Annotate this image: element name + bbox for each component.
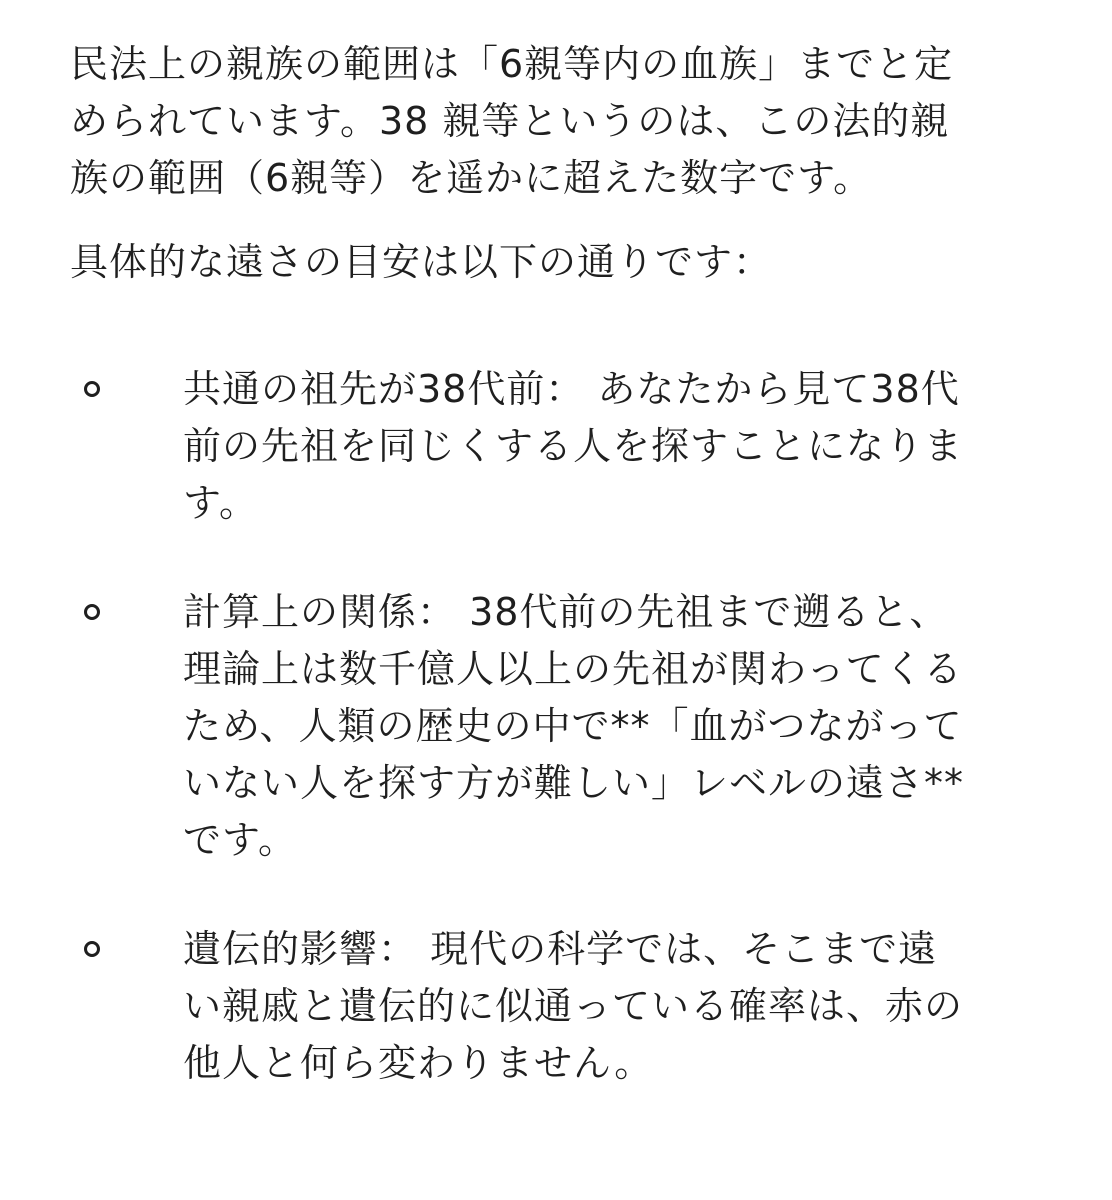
hollow-circle-bullet-icon xyxy=(84,941,100,957)
message-content xyxy=(70,36,1030,1092)
list-item xyxy=(70,584,1030,869)
hollow-circle-bullet-icon xyxy=(84,381,100,397)
list-item-text: 共通の祖先が38代前： あなたから見て38代 前の先祖を同じくする人を探すことになりま す。 xyxy=(183,367,964,525)
list-intro-paragraph: 具体的な遠さの目安は以下の通りです： xyxy=(70,240,773,284)
list-item xyxy=(70,361,1030,532)
list-item-text: 遺伝的影響： 現代の科学では、そこまで遠 い親戚と遺伝的に似通っている確率は、赤の 他人と何ら変わりません。 xyxy=(183,927,964,1085)
bullet-list xyxy=(70,361,1030,1092)
list-item xyxy=(70,921,1030,1092)
hollow-circle-bullet-icon xyxy=(84,604,100,620)
list-item-text: 計算上の関係： 38代前の先祖まで遡ると、 理論上は数千億人以上の先祖が関わってくる ため、人類の歴史の中で**「血がつながって いない人を探す方が難しい」レベルの遠さ** です。 xyxy=(183,590,965,862)
intro-paragraph: 民法上の親族の範囲は「6親等内の血族」までと定 められています。38 親等というのは、この法的親 族の範囲（6親等）を遥かに超えた数字です。 xyxy=(70,42,954,200)
